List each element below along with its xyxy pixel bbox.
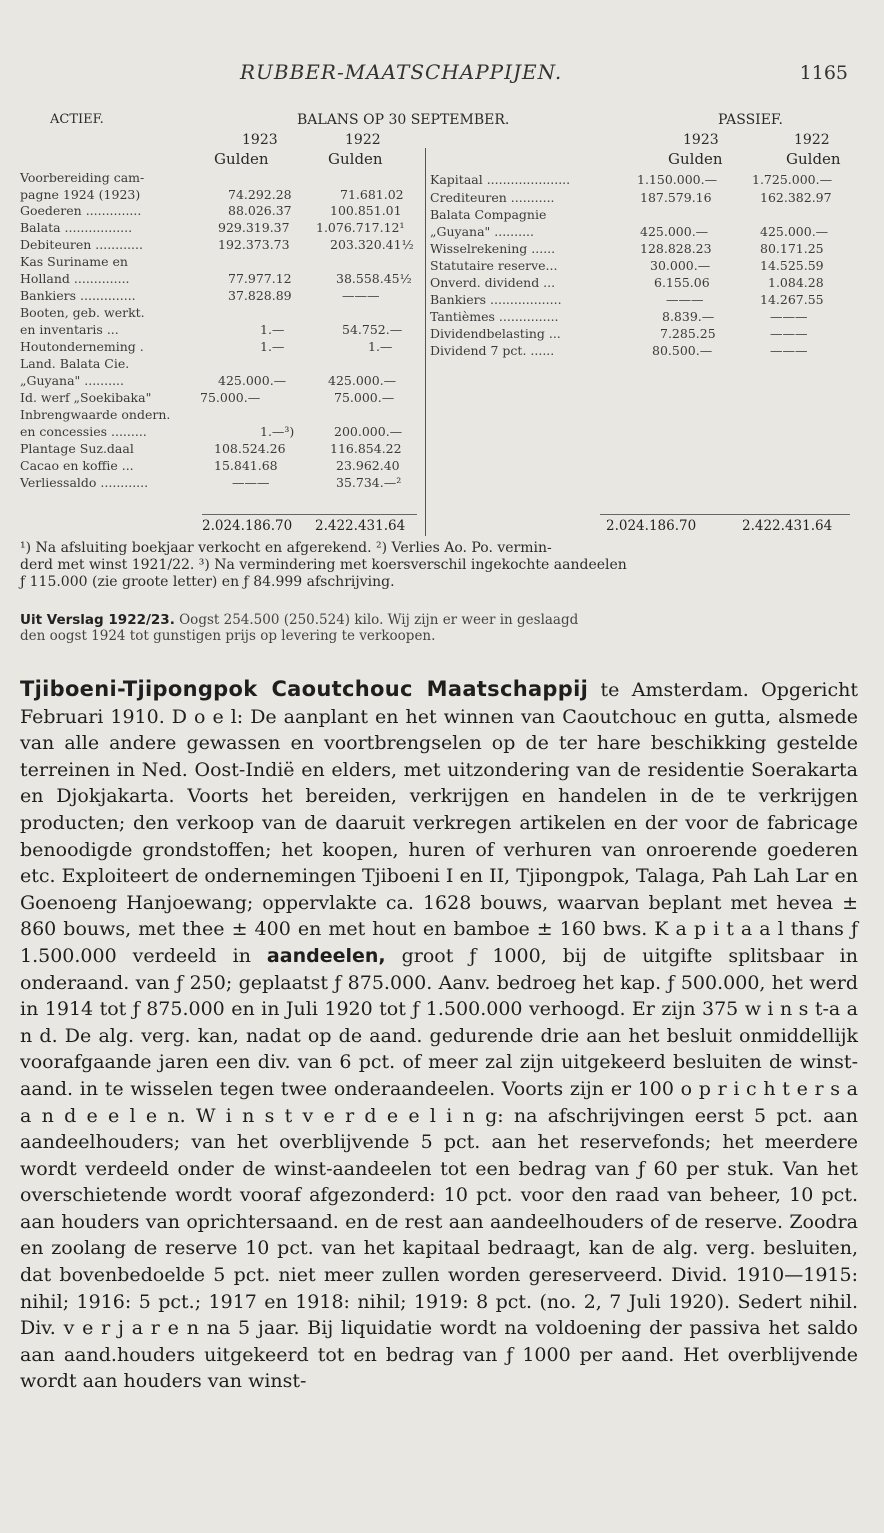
left-row-2: Goederen .............. 88.026.37 100.851.01	[20, 203, 402, 218]
right-row-10: Dividend 7 pct. ...... 80.500.— ———	[430, 343, 808, 358]
left-row-6: Holland .............. 77.977.12 38.558.45½	[20, 271, 412, 286]
left-row-11: Land. Balata Cie.	[20, 356, 130, 371]
year-1923-left: 1923	[242, 132, 278, 148]
left-row-7: Bankiers .............. 37.828.89 ———	[20, 288, 380, 303]
right-row-1: Crediteuren ........... 187.579.16 162.382.97	[430, 190, 832, 205]
left-row-13: Id. werf „Soekibaka" 75.000.— 75.000.—	[20, 390, 395, 405]
unit-left-1: Gulden	[214, 150, 269, 168]
left-row-9: en inventaris ... 1.— 54.752.—	[20, 322, 403, 337]
right-row-5: Statutaire reserve... 30.000.— 14.525.59	[430, 258, 824, 273]
left-row-4: Debiteuren ............ 192.373.73 203.320.41½	[20, 237, 414, 252]
article-body	[20, 676, 858, 1395]
left-row-17: Cacao en koffie ... 15.841.68 23.962.40	[20, 458, 400, 473]
year-1922-left: 1922	[345, 132, 381, 148]
left-row-8: Booten, geb. werkt.	[20, 305, 145, 320]
year-1923-right: 1923	[683, 132, 719, 148]
unit-right-2: Gulden	[786, 150, 841, 168]
aandeelen-heading: aandeelen,	[266, 944, 386, 967]
year-1922-right: 1922	[794, 132, 830, 148]
verslag-label: Uit Verslag 1922/23.	[20, 612, 175, 628]
total-right-1922: 2.422.431.64	[742, 518, 833, 534]
footnote-line-2: derd met winst 1921/22. ³) Na vermindering met koersverschil ingekochte aandeelen	[20, 557, 627, 573]
left-row-16: Plantage Suz.daal 108.524.26 116.854.22	[20, 441, 402, 456]
left-row-12: „Guyana" .......... 425.000.— 425.000.—	[20, 373, 397, 388]
unit-right-1: Gulden	[668, 150, 723, 168]
right-row-3: „Guyana" .......... 425.000.— 425.000.—	[430, 224, 829, 239]
right-row-8: Tantièmes ............... 8.839.— ———	[430, 309, 808, 324]
passief-label: PASSIEF.	[718, 112, 783, 128]
left-row-15: en concessies ......... 1.—³) 200.000.—	[20, 424, 403, 439]
balance-left	[0, 0, 425, 520]
verslag-text-1: Oogst 254.500 (250.524) kilo. Wij zijn er weer in geslaagd	[174, 612, 579, 628]
right-row-4: Wisselrekening ...... 128.828.23 80.171.25	[430, 241, 824, 256]
company-name: Tjiboeni-Tjipongpok Caoutchouc Maatschappij	[20, 677, 589, 701]
right-row-6: Onverd. dividend ... 6.155.06 1.084.28	[430, 275, 824, 290]
left-row-1: pagne 1924 (1923) 74.292.28 71.681.02	[20, 187, 404, 202]
left-row-10: Houtonderneming . 1.— 1.—	[20, 339, 393, 354]
footnotes	[20, 540, 864, 591]
column-divider	[425, 148, 426, 536]
left-row-14: Inbrengwaarde ondern.	[20, 407, 171, 422]
balance-right	[430, 0, 870, 520]
right-row-2: Balata Compagnie	[430, 207, 547, 222]
running-title: RUBBER-MAATSCHAPPIJEN.	[240, 60, 563, 84]
page-number: 1165	[799, 62, 848, 84]
left-row-18: Verliessaldo ............ ——— 35.734.—²	[20, 475, 402, 490]
left-row-3: Balata ................. 929.319.37 1.076.717.12¹	[20, 220, 405, 235]
total-rule-left	[202, 514, 417, 515]
right-row-0: Kapitaal ..................... 1.150.000.— 1.725.000.—	[430, 172, 833, 187]
unit-left-2: Gulden	[328, 150, 383, 168]
left-row-5: Kas Suriname en	[20, 254, 128, 269]
right-row-7: Bankiers .................. ——— 14.267.55	[430, 292, 824, 307]
verslag	[20, 612, 864, 644]
total-left-1922: 2.422.431.64	[315, 518, 406, 534]
actief-label: ACTIEF.	[50, 112, 104, 127]
footnote-line-3: ƒ 115.000 (zie groote letter) en ƒ 84.999 afschrijving.	[20, 574, 395, 590]
right-row-9: Dividendbelasting ... 7.285.25 ———	[430, 326, 808, 341]
footnote-line-1: ¹) Na afsluiting boekjaar verkocht en afgerekend. ²) Verlies Ao. Po. vermin-	[20, 540, 552, 556]
article-intro: te Amsterdam. Opgericht Februari 1910. D o e l: De aanplant en het winnen van Caoutchouc en gutta, alsmede van alle andere gewassen en voortbrengselen op de ter hare beschikking gestelde terreinen in Ned. Oost-Indië en elders, met uitzondering van de residentie Soerakarta en Djokjakarta. Voorts het bereiden, verkrijgen en handelen in de te verkrijgen producten; den verkoop van de daaruit verkregen artikelen en der voor de fabricage benoodigde grondstoffen; het koopen, huren of verhuren van onroerende goederen etc. Exploiteert de ondernemingen Tjiboeni I en II, Tjipongpok, Talaga, Pah Lah Lar en Goenoeng Hanjoewang; oppervlakte ca. 1628 bouws, waarvan beplant met hevea ± 860 bouws, met thee ± 400 en met hout en bamboe ± 160 bws. K a p i t a a l thans ƒ 1.500.000 verdeeld in	[20, 679, 858, 967]
article-rest: groot ƒ 1000, bij de uitgifte splitsbaar in onderaand. van ƒ 250; geplaatst ƒ 875.000. Aanv. bedroeg het kap. ƒ 500.000, het werd in 1914 tot ƒ 875.000 en in Juli 1920 tot ƒ 1.500.000 verhoogd. Er zijn 375 w i n s t-a a n d. De alg. verg. kan, nadat op de aand. gedurende drie aan het besluit onmiddellijk voorafgaande jaren een div. van 6 pct. of meer zal zijn uitgekeerd besluiten de winst-aand. in te wisselen tegen twee onderaandeelen. Voorts zijn er 100 o p r i c h t e r s a a n d e e l e n. W i n s t v e r d e e l i n g: na afschrijvingen eerst 5 pct. aan aandeelhouders; van het overblijvende 5 pct. aan het reservefonds; het meerdere wordt verdeeld onder de winst-aandeelen tot een bedrag van ƒ 60 per stuk. Van het overschietende wordt vooraf afgezonderd: 10 pct. voor den raad van beheer, 10 pct. aan houders van oprichtersaand. en de rest aan aandeelhouders of de reserve. Zoodra en zoolang de reserve 10 pct. van het kapitaal bedraagt, kan de alg. verg. besluiten, dat bovenbedoelde 5 pct. niet meer zullen worden gereserveerd. Divid. 1910—1915: nihil; 1916: 5 pct.; 1917 en 1918: nihil; 1919: 8 pct. (no. 2, 7 Juli 1920). Sedert nihil. Div. v e r j a r e n na 5 jaar. Bij liquidatie wordt na voldoening der passiva het saldo aan aand.houders uitgekeerd tot en bedrag van ƒ 1000 per aand. Het overblijvende wordt aan houders van winst-	[20, 944, 858, 1393]
left-row-0: Voorbereiding cam-	[20, 170, 145, 185]
total-rule-right	[600, 514, 850, 515]
balance-title: BALANS OP 30 SEPTEMBER.	[297, 112, 510, 128]
verslag-text-2: den oogst 1924 tot gunstigen prijs op levering te verkoopen.	[20, 628, 436, 644]
total-right-1923: 2.024.186.70	[606, 518, 697, 534]
total-left-1923: 2.024.186.70	[202, 518, 293, 534]
